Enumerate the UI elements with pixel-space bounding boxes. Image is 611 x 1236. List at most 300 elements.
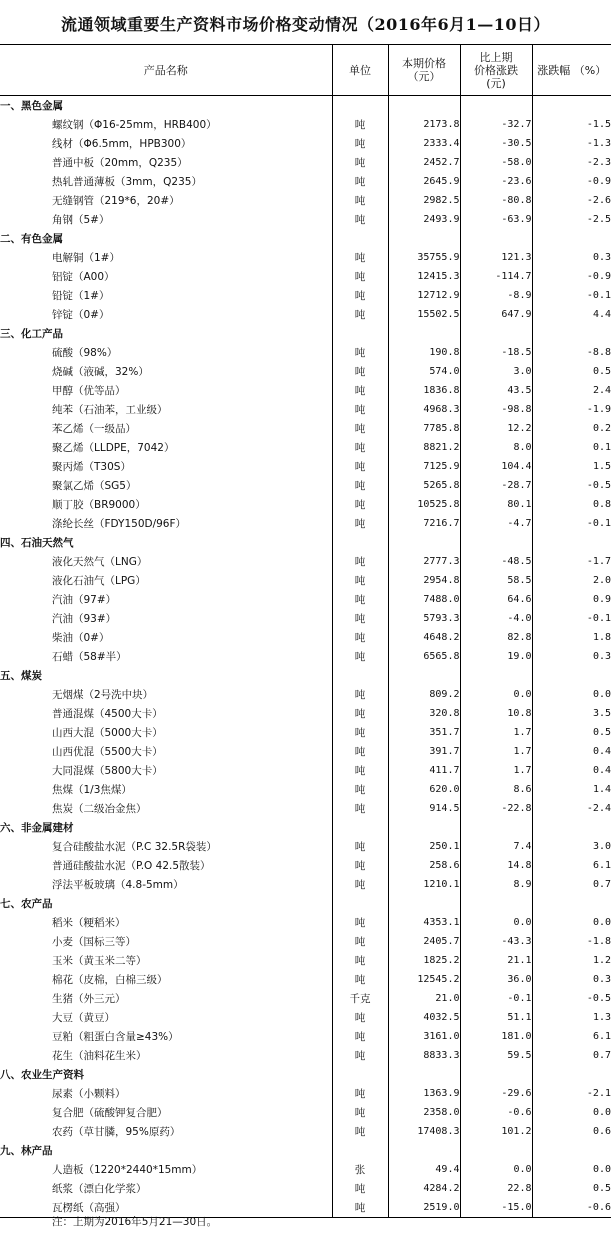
price-change: 14.8 [460,856,532,875]
product-name: 小麦（国标三等） [52,936,136,948]
table-row [0,1027,611,1046]
current-price: 2173.8 [388,115,460,134]
product-name: 角钢（5#） [52,214,110,226]
category-row [0,324,611,343]
product-unit: 吨 [332,704,388,723]
product-name: 复合肥（硫酸钾复合肥） [52,1107,168,1119]
current-price: 4353.1 [388,913,460,932]
current-price: 2358.0 [388,1103,460,1122]
category-row [0,1141,611,1160]
category-price-cell [388,229,460,248]
price-change: -114.7 [460,267,532,286]
table-row [0,153,611,172]
product-name: 豆粕（粗蛋白含量≥43%） [52,1031,179,1043]
price-change: -0.1 [460,989,532,1008]
product-unit: 吨 [332,780,388,799]
table-row [0,723,611,742]
change-percent: 3.5 [532,704,611,723]
current-price: 2645.9 [388,172,460,191]
category-unit-cell [332,96,388,116]
price-change: 8.0 [460,438,532,457]
table-row [0,362,611,381]
product-name: 甲醇（优等品） [52,385,126,397]
table-row [0,343,611,362]
product-name: 花生（油料花生米） [52,1050,147,1062]
price-change: -48.5 [460,552,532,571]
product-name: 普通中板（20mm，Q235） [52,157,188,169]
category-row [0,1065,611,1084]
product-unit: 吨 [332,495,388,514]
product-name: 生猪（外三元） [52,993,126,1005]
current-price: 17408.3 [388,1122,460,1141]
price-change: 80.1 [460,495,532,514]
table-row [0,1046,611,1065]
current-price: 49.4 [388,1160,460,1179]
product-name: 锌锭（0#） [52,309,110,321]
product-unit: 吨 [332,932,388,951]
change-percent: -0.5 [532,989,611,1008]
category-pct-cell [532,666,611,685]
category-price-cell [388,1065,460,1084]
current-price: 914.5 [388,799,460,818]
current-price: 320.8 [388,704,460,723]
product-unit: 吨 [332,362,388,381]
change-percent: -0.9 [532,172,611,191]
product-unit: 吨 [332,913,388,932]
category-price-cell [388,818,460,837]
product-name: 无缝钢管（219*6，20#） [52,195,180,207]
category-unit-cell [332,818,388,837]
price-change: 19.0 [460,647,532,666]
product-name: 稻米（粳稻米） [52,917,126,929]
change-percent: 0.4 [532,742,611,761]
category-name: 四、石油天然气 [0,537,74,549]
table-row [0,951,611,970]
product-unit: 吨 [332,1198,388,1218]
header-current-price [388,45,460,96]
header-unit: 单位 [332,45,388,96]
price-change: 7.4 [460,837,532,856]
product-name: 尿素（小颗料） [52,1088,126,1100]
current-price: 12415.3 [388,267,460,286]
category-name: 九、林产品 [0,1145,53,1157]
table-row [0,609,611,628]
category-price-cell [388,1141,460,1160]
price-change: -22.8 [460,799,532,818]
product-unit: 吨 [332,514,388,533]
table-row [0,1084,611,1103]
header-price-change [460,45,532,96]
product-name: 电解铜（1#） [52,252,120,264]
category-name: 三、化工产品 [0,328,63,340]
table-row [0,552,611,571]
change-percent: -1.3 [532,134,611,153]
product-name: 涤纶长丝（FDY150D/96F） [52,518,187,530]
product-name: 铝锭（A00） [52,271,115,283]
table-row [0,685,611,704]
price-change: 0.0 [460,685,532,704]
current-price: 2452.7 [388,153,460,172]
product-unit: 吨 [332,438,388,457]
product-name: 农药（草甘膦，95%原药） [52,1126,181,1138]
product-unit: 吨 [332,1084,388,1103]
change-percent: -1.9 [532,400,611,419]
change-percent: 1.8 [532,628,611,647]
change-percent: 0.3 [532,248,611,267]
category-unit-cell [332,1065,388,1084]
table-row [0,1122,611,1141]
current-price: 7488.0 [388,590,460,609]
product-name: 普通混煤（4500大卡） [52,708,163,720]
table-row [0,115,611,134]
price-change: 58.5 [460,571,532,590]
change-percent: 0.5 [532,1179,611,1198]
table-row [0,400,611,419]
category-change-cell [460,229,532,248]
change-percent: 0.9 [532,590,611,609]
current-price: 411.7 [388,761,460,780]
product-name: 焦炭（二级冶金焦） [52,803,147,815]
current-price: 8821.2 [388,438,460,457]
category-unit-cell [332,229,388,248]
category-pct-cell [532,894,611,913]
table-row [0,514,611,533]
table-row [0,495,611,514]
product-name: 山西优混（5500大卡） [52,746,163,758]
product-unit: 吨 [332,191,388,210]
category-pct-cell [532,1141,611,1160]
price-change: -4.0 [460,609,532,628]
category-change-cell [460,894,532,913]
category-pct-cell [532,818,611,837]
product-unit: 吨 [332,267,388,286]
table-row [0,248,611,267]
table-row [0,381,611,400]
current-price: 2954.8 [388,571,460,590]
category-change-cell [460,533,532,552]
header-price-change-line3: (元) [486,76,506,90]
product-unit: 吨 [332,457,388,476]
product-unit: 吨 [332,381,388,400]
table-row [0,210,611,229]
product-unit: 吨 [332,343,388,362]
price-change: 1.7 [460,723,532,742]
product-name: 人造板（1220*2440*15mm） [52,1164,203,1176]
price-change: 8.9 [460,875,532,894]
change-percent: 0.0 [532,1103,611,1122]
product-name: 顺丁胶（BR9000） [52,499,146,511]
change-percent: 6.1 [532,1027,611,1046]
price-change: 64.6 [460,590,532,609]
change-percent: 0.4 [532,761,611,780]
change-percent: 0.0 [532,685,611,704]
product-unit: 吨 [332,153,388,172]
table-row [0,761,611,780]
product-name: 石蜡（58#半） [52,651,127,663]
table-row [0,628,611,647]
product-unit: 吨 [332,1122,388,1141]
product-name: 瓦楞纸（高强） [0,1198,332,1218]
change-percent: 3.0 [532,837,611,856]
price-change: -30.5 [460,134,532,153]
price-table [0,44,611,1218]
product-name: 铅锭（1#） [52,290,110,302]
product-unit: 吨 [332,248,388,267]
product-name: 螺纹钢（Φ16-25mm，HRB400） [52,119,217,131]
price-change: 0.0 [460,913,532,932]
product-name: 山西大混（5000大卡） [52,727,163,739]
price-change: 51.1 [460,1008,532,1027]
change-percent: -2.6 [532,191,611,210]
category-row [0,533,611,552]
product-unit: 吨 [332,400,388,419]
product-name: 液化天然气（LNG） [52,556,148,568]
change-percent: -2.4 [532,799,611,818]
product-unit: 吨 [332,761,388,780]
product-unit: 吨 [332,685,388,704]
product-unit: 吨 [332,590,388,609]
current-price: 5793.3 [388,609,460,628]
table-row [0,780,611,799]
change-percent: 0.7 [532,1046,611,1065]
price-change: -80.8 [460,191,532,210]
table-row [0,191,611,210]
table-row [0,172,611,191]
product-unit: 吨 [332,172,388,191]
category-unit-cell [332,894,388,913]
product-name: 柴油（0#） [52,632,110,644]
change-percent: -0.1 [532,514,611,533]
price-change: 59.5 [460,1046,532,1065]
product-unit: 吨 [332,1027,388,1046]
current-price: 21.0 [388,989,460,1008]
price-change: 121.3 [460,248,532,267]
category-change-cell [460,1065,532,1084]
change-percent: -0.5 [532,476,611,495]
table-row [0,1160,611,1179]
table-row [0,875,611,894]
current-price: 6565.8 [388,647,460,666]
current-price: 620.0 [388,780,460,799]
current-price: 3161.0 [388,1027,460,1046]
current-price: 5265.8 [388,476,460,495]
change-percent: 1.4 [532,780,611,799]
header-change-percent: 涨跌幅 （%） [532,45,611,96]
product-unit: 吨 [332,286,388,305]
change-percent: 0.3 [532,970,611,989]
price-change: 647.9 [460,305,532,324]
footnote: 注：上期为2016年5月21—30日。 [52,1216,218,1228]
price-change: -63.9 [460,210,532,229]
product-unit: 吨 [332,875,388,894]
table-row [0,913,611,932]
price-change: -8.9 [460,286,532,305]
table-row [0,989,611,1008]
product-name: 聚乙烯（LLDPE，7042） [52,442,175,454]
change-percent: -8.8 [532,343,611,362]
category-row [0,666,611,685]
product-unit: 吨 [332,305,388,324]
page-title: 流通领域重要生产资料市场价格变动情况（2016年6月1—10日） [60,15,551,34]
product-unit: 吨 [332,115,388,134]
category-name: 八、农业生产资料 [0,1069,84,1081]
change-percent: 1.3 [532,1008,611,1027]
change-percent: -0.1 [532,286,611,305]
price-change: 181.0 [460,1027,532,1046]
category-pct-cell [532,324,611,343]
change-percent: -1.8 [532,932,611,951]
change-percent: -1.7 [532,552,611,571]
current-price: 35755.9 [388,248,460,267]
product-unit: 吨 [332,970,388,989]
table-row [0,799,611,818]
table-row [0,438,611,457]
price-change: 101.2 [460,1122,532,1141]
change-percent: 1.2 [532,951,611,970]
table-row [0,856,611,875]
product-unit: 吨 [332,1103,388,1122]
price-change: 0.0 [460,1160,532,1179]
change-percent: -2.3 [532,153,611,172]
category-unit-cell [332,324,388,343]
product-unit: 吨 [332,951,388,970]
change-percent: -1.5 [532,115,611,134]
change-percent: -2.5 [532,210,611,229]
price-change: 82.8 [460,628,532,647]
table-row [0,1179,611,1198]
current-price: 12712.9 [388,286,460,305]
category-change-cell [460,96,532,116]
table-row [0,305,611,324]
product-unit: 吨 [332,134,388,153]
price-change: 43.5 [460,381,532,400]
table-row [0,134,611,153]
category-change-cell [460,818,532,837]
price-change: -98.8 [460,400,532,419]
category-unit-cell [332,1141,388,1160]
category-unit-cell [332,533,388,552]
change-percent: 0.0 [532,913,611,932]
change-percent: 0.7 [532,875,611,894]
change-percent: 0.1 [532,438,611,457]
product-name: 纯苯（石油苯，工业级） [52,404,168,416]
table-row [0,970,611,989]
current-price: 15502.5 [388,305,460,324]
current-price: 2493.9 [388,210,460,229]
current-price: 10525.8 [388,495,460,514]
category-price-cell [388,533,460,552]
product-unit: 吨 [332,571,388,590]
table-row [0,286,611,305]
category-row [0,818,611,837]
product-unit: 吨 [332,609,388,628]
category-change-cell [460,666,532,685]
header-price-change-line2: 价格涨跌 [474,63,518,77]
category-pct-cell [532,533,611,552]
category-pct-cell [532,229,611,248]
table-header-row [0,45,611,96]
change-percent: -0.9 [532,267,611,286]
header-current-price-line2: （元） [407,70,441,83]
product-unit: 吨 [332,856,388,875]
current-price: 190.8 [388,343,460,362]
category-row [0,894,611,913]
product-name: 复合硅酸盐水泥（P.C 32.5R袋装） [52,841,217,853]
change-percent: -0.6 [532,1198,611,1218]
product-name: 棉花（皮棉，白棉三级） [52,974,168,986]
change-percent: 4.4 [532,305,611,324]
current-price: 4032.5 [388,1008,460,1027]
header-current-price-line1: 本期价格 [402,57,446,70]
product-name: 浮法平板玻璃（4.8-5mm） [52,879,184,891]
product-unit: 吨 [332,837,388,856]
table-row [0,476,611,495]
table-row [0,267,611,286]
price-change: -58.0 [460,153,532,172]
current-price: 809.2 [388,685,460,704]
product-name: 无烟煤（2号洗中块） [52,689,154,701]
current-price: 2982.5 [388,191,460,210]
table-row [0,837,611,856]
current-price: 2333.4 [388,134,460,153]
product-name: 烧碱（液碱，32%） [52,366,149,378]
change-percent: 0.0 [532,1160,611,1179]
category-change-cell [460,1141,532,1160]
product-name: 汽油（97#） [52,594,117,606]
change-percent: 0.5 [532,723,611,742]
category-pct-cell [532,1065,611,1084]
category-name: 五、煤炭 [0,670,42,682]
current-price: 7125.9 [388,457,460,476]
table-row [0,704,611,723]
header-price-change-line1: 比上期 [479,50,513,64]
category-unit-cell [332,666,388,685]
product-name: 大豆（黄豆） [52,1012,115,1024]
table-row [0,647,611,666]
current-price: 12545.2 [388,970,460,989]
product-unit: 吨 [332,647,388,666]
table-row [0,590,611,609]
table-row [0,1103,611,1122]
header-product-name: 产品名称 [0,45,332,96]
current-price: 574.0 [388,362,460,381]
category-price-cell [388,666,460,685]
product-name: 聚氯乙烯（SG5） [52,480,137,492]
price-change: 1.7 [460,742,532,761]
price-change: -18.5 [460,343,532,362]
change-percent: 0.8 [532,495,611,514]
price-change: -23.6 [460,172,532,191]
current-price: 1210.1 [388,875,460,894]
price-change: 8.6 [460,780,532,799]
product-unit: 吨 [332,1179,388,1198]
table-row [0,932,611,951]
product-unit: 吨 [332,419,388,438]
table-row [0,571,611,590]
current-price: 1825.2 [388,951,460,970]
price-change: -32.7 [460,115,532,134]
current-price: 2777.3 [388,552,460,571]
product-unit: 千克 [332,989,388,1008]
table-row [0,1008,611,1027]
category-change-cell [460,324,532,343]
current-price: 1836.8 [388,381,460,400]
category-row [0,229,611,248]
current-price: 7785.8 [388,419,460,438]
category-name: 二、有色金属 [0,233,63,245]
category-name: 一、黑色金属 [0,100,63,112]
price-change: 21.1 [460,951,532,970]
